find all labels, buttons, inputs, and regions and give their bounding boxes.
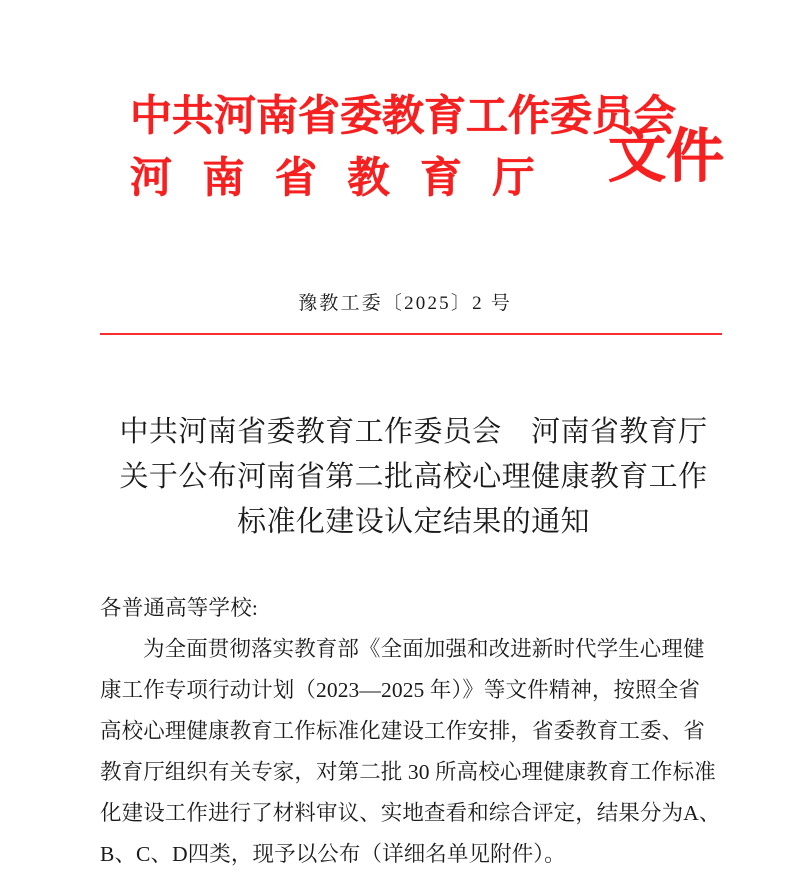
body-salutation: 各普通高等学校: (100, 596, 259, 620)
masthead-org-line-1: 中共河南省委教育工作委员会 (130, 94, 677, 140)
body-paragraph-line-3: 高校心理健康教育工作标准化建设工作安排，省委教育工委、省 (100, 719, 705, 743)
masthead-org-line-2: 河南省教育厅 (130, 156, 566, 202)
title-line-2: 关于公布河南省第二批高校心理健康教育工作 (119, 461, 708, 493)
title-line-1: 中共河南省委教育工作委员会 河南省教育厅 (119, 416, 708, 448)
body-paragraph-line-4: 教育厅组织有关专家，对第二批 30 所高校心理健康教育工作标准 (100, 760, 716, 784)
red-separator-rule (100, 333, 722, 335)
document-number: 豫教工委〔2025〕2 号 (298, 293, 512, 314)
title-line-3: 标准化建设认定结果的通知 (237, 506, 590, 538)
letterhead-masthead (0, 0, 810, 250)
document-body (100, 588, 730, 875)
body-paragraph-line-6: B、C、D四类，现予以公布（详细名单见附件）。 (100, 842, 566, 866)
body-paragraph-line-1: 为全面贯彻落实教育部《全面加强和改进新时代学生心理健 (143, 637, 705, 661)
body-paragraph-line-2: 康工作专项行动计划（2023—2025 年）》等文件精神，按照全省 (100, 678, 700, 702)
page-title (100, 410, 727, 545)
masthead-document-type-label: 文件 (608, 124, 725, 189)
body-paragraph-line-5: 化建设工作进行了材料审议、实地查看和综合评定，结果分为A、 (100, 801, 721, 825)
